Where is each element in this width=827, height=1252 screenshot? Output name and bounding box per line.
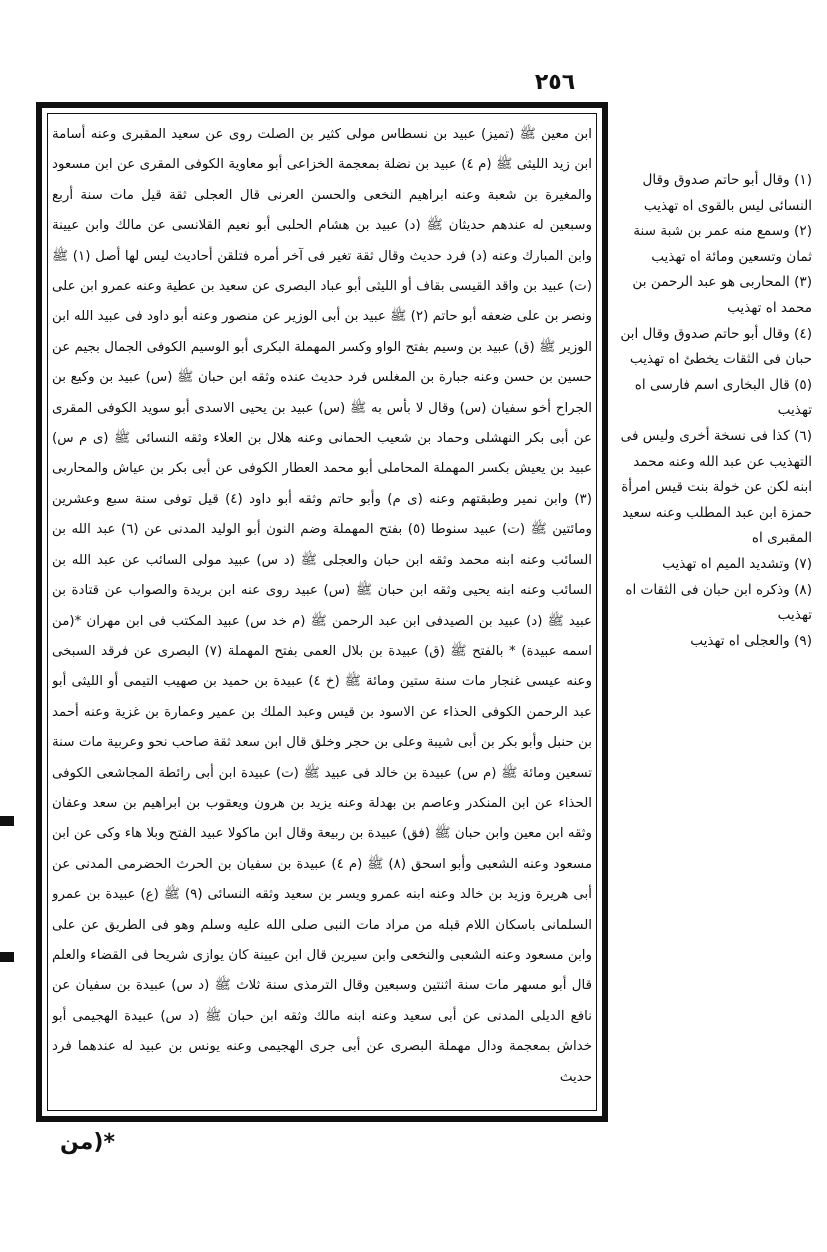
main-text-body: ابن معين ﷺ (تميز) عبيد بن نسطاس مولى كثير بن الصلت روى عن سعيد المقبرى وعنه أسامة ابن زيد الليثى ﷺ (م ٤) عبيد بن نضلة بمعجمة الخزاعى أبو معاوية الكوفى المقرى عن ابن مسعود والمغيرة بن شعبة وعنه ابراهيم النخعى والحسن العرنى قال العجلى ثقة قيل مات سنة أربع وسبعين له عندهم حديثان ﷺ (د) عبيد بن هشام الحلبى أبو نعيم القلانسى عن مالك وابن عيينة وابن المبارك وعنه (د) فرد حديث وقال ثقة تغير فى آخر أمره فتلقن أحاديث ليس لها أصل (١) ﷺ (ت) عبيد بن واقد القيسى بقاف أو الليثى أبو عباد البصرى عن سعيد بن عطية وعنه عمرو ابن على ونصر بن على ضعفه أبو حاتم (٢) ﷺ عبيد بن أبى الوزير عن منصور وعنه أبو داود فى عبيد الله ابن الوزير ﷺ (ق) عبيد بن وسيم بفتح الواو وكسر المهملة البكرى أبو الوسيم الكوفى الجمال بجيم عن حسين بن حسن وعنه جبارة بن المغلس فرد حديث عنده وثقه ابن حبان ﷺ (س) عبيد بن وكيع بن الجراح أخو سفيان (س) وقال لا بأس به ﷺ (س) عبيد بن يحيى الاسدى أبو سويد الكوفى المقرى عن أبى بكر النهشلى وحماد بن شعيب الحمانى وعنه هلال بن العلاء وثقه النسائى ﷺ (ى م س) عبيد بن يعيش بكسر المهملة المحاملى أبو محمد العطار الكوفى عن أبى بكر بن عياش والمحاربى (٣) وابن نمير وطبقتهم وعنه (ى م) وأبو حاتم وثقه أبو داود (٤) قيل توفى سنة سبع وعشرين ومائتين ﷺ (ت) عبيد سنوطا (٥) بفتح المهملة وضم النون أبو الوليد المدنى عن (٦) عبد الله بن السائب وعنه ابنه محمد وثقه ابن حبان والعجلى ﷺ (د س) عبيد مولى السائب عن عبد الله بن السائب وعنه ابنه يحيى وثقه ابن حبان ﷺ (س) عبيد روى عنه ابن بريدة والصواب عن قتادة بن عبيد ﷺ (د) عبيد بن الصيدفى ابن عبد الرحمن ﷺ (م خد س) عبيد المكتب فى ابن مهران *(من اسمه عبيدة) * بالفتح ﷺ (ق) عبيدة بن بلال العمى بفتح المهملة (٧) البصرى عن فرقد السبخى وعنه عيسى غنجار مات سنة ستين ومائة ﷺ (خ ٤) عبيدة بن حميد بن صهيب التيمى أو الليثى أبو عبد الرحمن الكوفى الحذاء عن الاسود بن قيس وعبد الملك بن عمير وعمارة بن غزية وعنه أحمد بن حنبل وأبو بكر بن أبى شيبة وعلى بن حجر وخلق قال ابن سعد ثقة صاحب نحو وعربية مات سنة تسعين ومائة ﷺ (م س) عبيدة بن خالد فى عبيد ﷺ (ت) عبيدة ابن أبى رائطة المجاشعى الكوفى الحذاء عن ابن المنكدر وعاصم بن بهدلة وعنه يزيد بن هرون ويعقوب بن ابراهيم بن سعد وعفان وثقه ابن معين وابن حبان ﷺ (فق) عبيدة بن ربيعة وقال ابن ماكولا عبيد الفتح وبلا هاء وكى عن ابن مسعود وعنه الشعبى وأبو اسحق (٨) ﷺ (م ٤) عبيدة بن سفيان بن الحرث الحضرمى المدنى عن أبى هريرة وزيد بن خالد وعنه ابنه عمرو ويسر بن سعيد وثقه النسائى (٩) ﷺ (ع) عبيدة بن عمرو السلمانى باسكان اللام قبله من مراد مات النبى صلى الله عليه وسلم وهو فى الطريق عن على وابن مسعود وعنه الشعبى والنخعى وابن سيرين قال ابن عيينة كان يوازى شريحا فى القضاء والعلم قال أبو مسهر مات سنة اثنتين وسبعين وقال الترمذى سنة ثلاث ﷺ (د س) عبيدة بن سفيان عن نافع الديلى المدنى عن أبى سعيد وعنه ابنه مالك وثقه ابن حبان ﷺ (د س) عبيدة الهجيمى أبو خداش بمعجمة ودال مهملة البصرى عن أبى جرى الهجيمى وعنه يونس بن عبيد له عندهما فرد حديث — [52, 127, 592, 1085]
binding-mark — [0, 952, 14, 962]
catchword: *(من — [60, 1130, 115, 1155]
margin-note: (٨) وذكره ابن حبان فى الثقات اه تهذيب — [625, 581, 812, 624]
margin-note: (٢) وسمع منه عمر بن شبة سنة ثمان وتسعين ومائة اه تهذيب — [633, 223, 812, 265]
margin-note: (١) وقال أبو حاتم صدوق وقال النسائى ليس بالقوى اه تهذيب — [642, 172, 812, 214]
binding-mark — [0, 816, 14, 826]
margin-note: (٧) وتشديد الميم اه تهذيب — [662, 555, 812, 572]
margin-notes — [612, 168, 812, 928]
margin-note: (٥) قال البخارى اسم فارسى اه تهذيب — [634, 376, 812, 419]
margin-note: (٤) وقال أبو حاتم صدوق وقال ابن حبان فى الثقات يخطئ اه تهذيب — [620, 325, 812, 368]
margin-note: (٩) والعجلى اه تهذيب — [690, 632, 812, 649]
margin-note: (٦) كذا فى نسخة أخرى وليس فى التهذيب عن عبد الله وعنه محمد ابنه لكن عن خولة بنت قيس امرأة حمزة ابن عبد المطلب وعنه سعيد المقبرى اه — [620, 427, 812, 547]
main-text-block — [52, 120, 592, 1105]
page-number: ٢٥٦ — [534, 70, 576, 95]
margin-note: (٣) المحاربى هو عبد الرحمن بن محمد اه تهذيب — [632, 274, 812, 316]
